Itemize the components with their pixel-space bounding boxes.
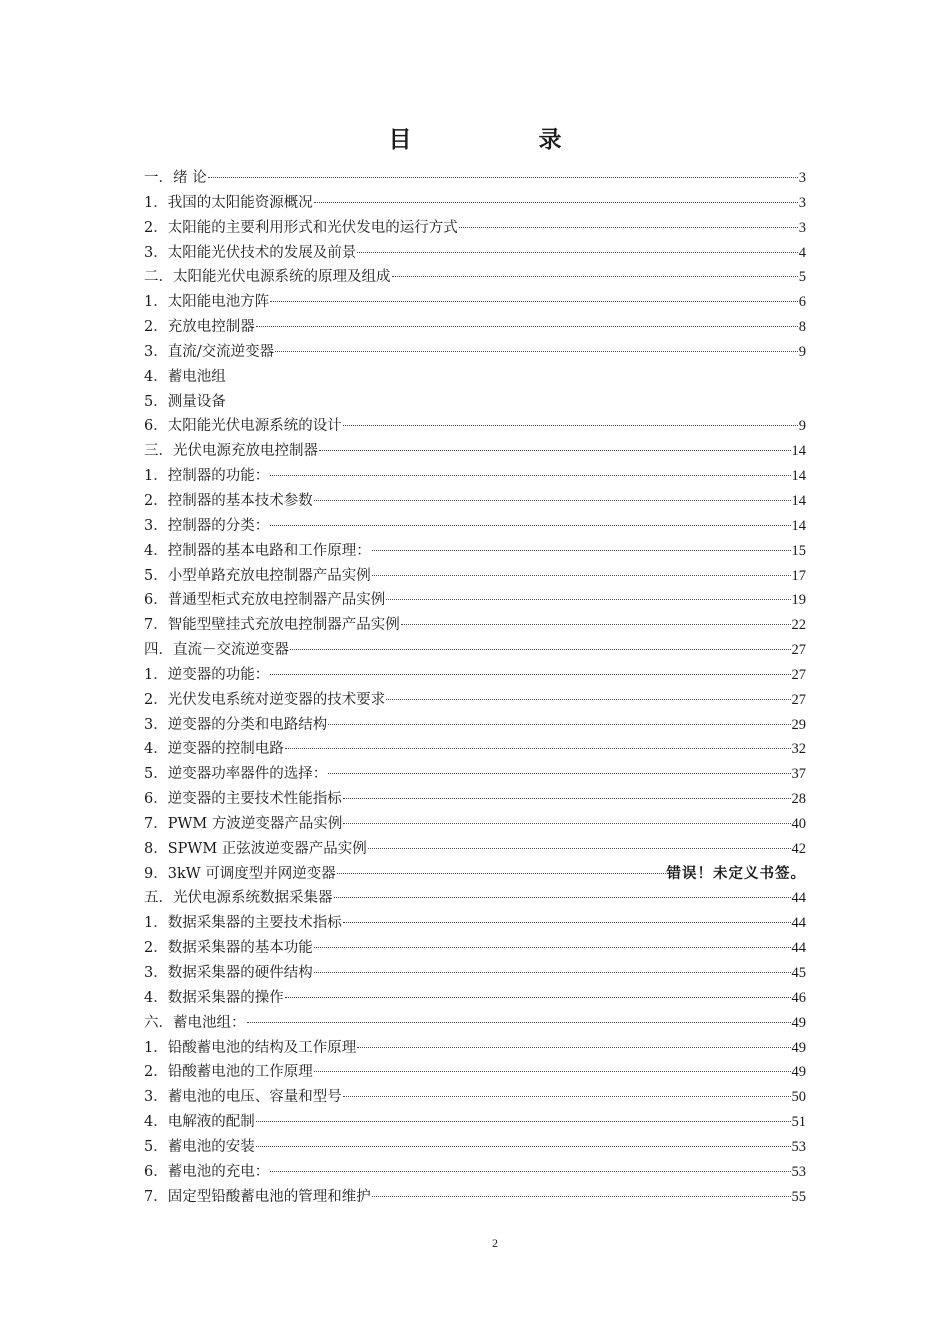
toc-entry-page: 9 — [798, 418, 806, 435]
toc-dot-leader — [256, 326, 798, 327]
table-of-contents — [144, 166, 806, 1209]
toc-entry-label: 3．太阳能光伏技术的发展及前景 — [144, 244, 357, 261]
toc-entry-page: 44 — [791, 890, 806, 907]
toc-dot-leader — [270, 301, 798, 302]
toc-entry[interactable] — [144, 464, 806, 489]
toc-dot-leader — [337, 873, 666, 874]
toc-entry-page: 27 — [791, 666, 806, 683]
toc-dot-leader — [285, 997, 791, 998]
toc-dot-leader — [328, 724, 790, 725]
toc-entry-page: 28 — [791, 791, 806, 808]
toc-dot-leader — [270, 674, 790, 675]
toc-entry-label: 1．控制器的功能： — [144, 468, 270, 485]
toc-entry[interactable] — [144, 1185, 806, 1210]
toc-entry-label: 4．逆变器的控制电路 — [144, 741, 284, 758]
toc-entry-label: 三．光伏电源充放电控制器 — [144, 443, 318, 460]
toc-dot-leader — [275, 351, 798, 352]
toc-entry[interactable] — [144, 787, 806, 812]
toc-entry-page: 15 — [791, 542, 806, 559]
toc-entry-label: 五．光伏电源系统数据采集器 — [144, 890, 333, 907]
toc-entry-label: 5．逆变器功率器件的选择： — [144, 766, 328, 783]
toc-entry-label: 2．数据采集器的基本功能 — [144, 940, 313, 957]
toc-dot-leader — [372, 575, 791, 576]
toc-dot-leader — [285, 748, 791, 749]
toc-dot-leader — [357, 252, 798, 253]
toc-entry-label: 四．直流－交流逆变器 — [144, 642, 289, 659]
toc-entry-page: 45 — [791, 965, 806, 981]
toc-entry[interactable] — [144, 663, 806, 688]
toc-entry-label: 5．小型单路充放电控制器产品实例 — [144, 567, 371, 584]
toc-entry-label: 3．控制器的分类： — [144, 517, 270, 534]
toc-entry[interactable] — [144, 613, 806, 638]
toc-entry-label: 3．逆变器的分类和电路结构 — [144, 716, 328, 733]
toc-entry-label: 4．蓄电池组 — [144, 368, 226, 385]
toc-entry-page: 49 — [791, 1064, 806, 1081]
toc-entry-label: 2．铅酸蓄电池的工作原理 — [144, 1064, 313, 1081]
toc-entry[interactable] — [144, 1110, 806, 1135]
toc-dot-leader — [256, 1121, 791, 1122]
toc-entry[interactable] — [144, 961, 806, 986]
toc-entry-label: 7．PWM 方波逆变器产品实例 — [144, 815, 343, 832]
toc-entry[interactable] — [144, 265, 806, 290]
toc-entry[interactable] — [144, 539, 806, 564]
toc-entry-label: 3．数据采集器的硬件结构 — [144, 965, 313, 981]
toc-entry-page: 3 — [798, 170, 806, 186]
toc-entry-page: 14 — [791, 517, 806, 534]
toc-dot-leader — [372, 1196, 791, 1197]
toc-dot-leader — [314, 972, 791, 973]
toc-dot-leader — [392, 276, 798, 277]
toc-dot-leader — [208, 177, 798, 178]
toc-entry-label: 5．蓄电池的安装 — [144, 1138, 255, 1155]
toc-entry-page: 49 — [791, 1039, 806, 1056]
toc-entry-page: 29 — [791, 716, 806, 733]
toc-entry-page: 17 — [791, 567, 806, 584]
page-title: 目 录 — [388, 127, 614, 153]
toc-entry-label: 2．控制器的基本技术参数 — [144, 492, 313, 509]
toc-entry-page: 5 — [798, 269, 806, 286]
toc-entry[interactable] — [144, 365, 806, 390]
toc-dot-leader — [328, 773, 790, 774]
toc-entry-page: 42 — [791, 840, 806, 857]
toc-dot-leader — [270, 525, 790, 526]
toc-entry-label: 4．电解液的配制 — [144, 1114, 255, 1131]
toc-entry-page: 6 — [798, 294, 806, 311]
toc-entry-page: 8 — [798, 319, 806, 336]
toc-entry[interactable] — [144, 1135, 806, 1160]
toc-entry[interactable] — [144, 638, 806, 663]
toc-entry[interactable] — [144, 986, 806, 1011]
toc-entry[interactable] — [144, 1036, 806, 1061]
toc-entry-label: 1．我国的太阳能资源概况 — [144, 194, 313, 211]
toc-dot-leader — [319, 450, 791, 451]
toc-entry[interactable] — [144, 713, 806, 738]
toc-entry-page: 37 — [791, 766, 806, 783]
toc-dot-leader — [401, 624, 791, 625]
toc-entry-label: 8．SPWM 正弦波逆变器产品实例 — [144, 840, 367, 857]
toc-entry-label: 1．太阳能电池方阵 — [144, 294, 270, 311]
toc-dot-leader — [314, 202, 798, 203]
toc-entry-label: 7．固定型铅酸蓄电池的管理和维护 — [144, 1188, 371, 1205]
toc-entry[interactable] — [144, 166, 806, 191]
toc-entry[interactable] — [144, 564, 806, 589]
toc-entry-page: 14 — [791, 443, 806, 460]
toc-dot-leader — [247, 1022, 791, 1023]
toc-entry-page: 14 — [791, 492, 806, 509]
toc-entry-label: 1．逆变器的功能： — [144, 666, 270, 683]
toc-dot-leader — [386, 599, 790, 600]
toc-entry-label: 一．绪 论 — [144, 170, 207, 186]
toc-entry-page: 53 — [791, 1163, 806, 1180]
toc-entry[interactable] — [144, 588, 806, 613]
toc-entry-label: 二．太阳能光伏电源系统的原理及组成 — [144, 269, 391, 286]
toc-dot-leader — [343, 798, 791, 799]
toc-entry[interactable] — [144, 911, 806, 936]
toc-entry[interactable] — [144, 737, 806, 762]
toc-entry-page: 44 — [791, 940, 806, 957]
toc-dot-leader — [368, 848, 791, 849]
toc-entry[interactable] — [144, 1011, 806, 1036]
toc-dot-leader — [256, 1146, 791, 1147]
toc-entry[interactable] — [144, 1085, 806, 1110]
toc-entry-page: 32 — [791, 741, 806, 758]
toc-dot-leader — [357, 1047, 790, 1048]
toc-dot-leader — [343, 425, 798, 426]
toc-dot-leader — [314, 500, 791, 501]
toc-entry-label: 3．直流/交流逆变器 — [144, 343, 275, 360]
toc-entry[interactable] — [144, 1060, 806, 1085]
toc-entry[interactable] — [144, 290, 806, 315]
toc-dot-leader — [290, 649, 791, 650]
toc-entry-page: 55 — [791, 1188, 806, 1205]
toc-entry-label: 7．智能型壁挂式充放电控制器产品实例 — [144, 617, 400, 634]
toc-dot-leader — [270, 1171, 790, 1172]
toc-entry-label: 6．蓄电池的充电： — [144, 1163, 270, 1180]
toc-entry-label: 6．太阳能光伏电源系统的设计 — [144, 418, 342, 435]
toc-entry-page: 46 — [791, 989, 806, 1006]
toc-error-message: 错误！未定义书签。 — [666, 865, 806, 882]
toc-entry-page: 4 — [798, 244, 806, 261]
toc-entry[interactable] — [144, 762, 806, 787]
toc-entry-page: 9 — [798, 343, 806, 360]
toc-entry-label: 4．数据采集器的操作 — [144, 989, 284, 1006]
toc-entry-label: 6．普通型柜式充放电控制器产品实例 — [144, 592, 386, 609]
toc-entry[interactable] — [144, 489, 806, 514]
toc-entry-page: 3 — [798, 219, 806, 236]
toc-dot-leader — [343, 922, 791, 923]
toc-entry[interactable] — [144, 886, 806, 911]
toc-entry-page: 14 — [791, 468, 806, 485]
toc-entry[interactable] — [144, 414, 806, 439]
toc-entry[interactable] — [144, 315, 806, 340]
toc-entry-page: 51 — [791, 1114, 806, 1131]
toc-entry-label: 六．蓄电池组： — [144, 1014, 246, 1031]
toc-entry[interactable] — [144, 340, 806, 365]
toc-entry-page: 3 — [798, 194, 806, 211]
toc-entry-label: 2．充放电控制器 — [144, 319, 255, 336]
toc-entry-page: 40 — [791, 815, 806, 832]
toc-entry[interactable] — [144, 862, 806, 887]
toc-entry-page: 53 — [791, 1138, 806, 1155]
toc-entry[interactable] — [144, 241, 806, 266]
toc-entry-label: 5．测量设备 — [144, 393, 226, 410]
toc-entry[interactable] — [144, 1160, 806, 1185]
toc-entry[interactable] — [144, 688, 806, 713]
toc-dot-leader — [334, 897, 791, 898]
toc-entry-label: 3．蓄电池的电压、容量和型号 — [144, 1089, 342, 1106]
toc-entry-label: 6．逆变器的主要技术性能指标 — [144, 791, 342, 808]
toc-entry-label: 1．铅酸蓄电池的结构及工作原理 — [144, 1039, 357, 1056]
toc-entry-page: 27 — [791, 642, 806, 659]
toc-entry-page: 22 — [791, 617, 806, 634]
toc-entry-label: 1．数据采集器的主要技术指标 — [144, 915, 342, 932]
toc-dot-leader — [343, 823, 790, 824]
toc-entry-label: 4．控制器的基本电路和工作原理： — [144, 542, 371, 559]
toc-dot-leader — [270, 475, 790, 476]
toc-entry-label: 2．太阳能的主要利用形式和光伏发电的运行方式 — [144, 219, 458, 236]
page-number: 2 — [492, 1236, 498, 1250]
toc-entry-page: 19 — [791, 592, 806, 609]
toc-entry[interactable] — [144, 514, 806, 539]
toc-dot-leader — [372, 550, 791, 551]
toc-dot-leader — [459, 227, 798, 228]
toc-entry[interactable] — [144, 390, 806, 415]
toc-entry[interactable] — [144, 837, 806, 862]
toc-entry-label: 2．光伏发电系统对逆变器的技术要求 — [144, 691, 386, 708]
toc-entry-page: 49 — [791, 1014, 806, 1031]
toc-entry[interactable] — [144, 936, 806, 961]
toc-entry[interactable] — [144, 191, 806, 216]
toc-entry-page: 27 — [791, 691, 806, 708]
toc-dot-leader — [314, 947, 791, 948]
toc-dot-leader — [314, 1071, 791, 1072]
toc-entry[interactable] — [144, 812, 806, 837]
toc-entry[interactable] — [144, 216, 806, 241]
toc-dot-leader — [386, 699, 790, 700]
toc-entry-page: 44 — [791, 915, 806, 932]
toc-entry-page: 50 — [791, 1089, 806, 1106]
toc-entry[interactable] — [144, 439, 806, 464]
toc-dot-leader — [343, 1096, 791, 1097]
toc-entry-label: 9．3kW 可调度型并网逆变器 — [144, 865, 336, 882]
